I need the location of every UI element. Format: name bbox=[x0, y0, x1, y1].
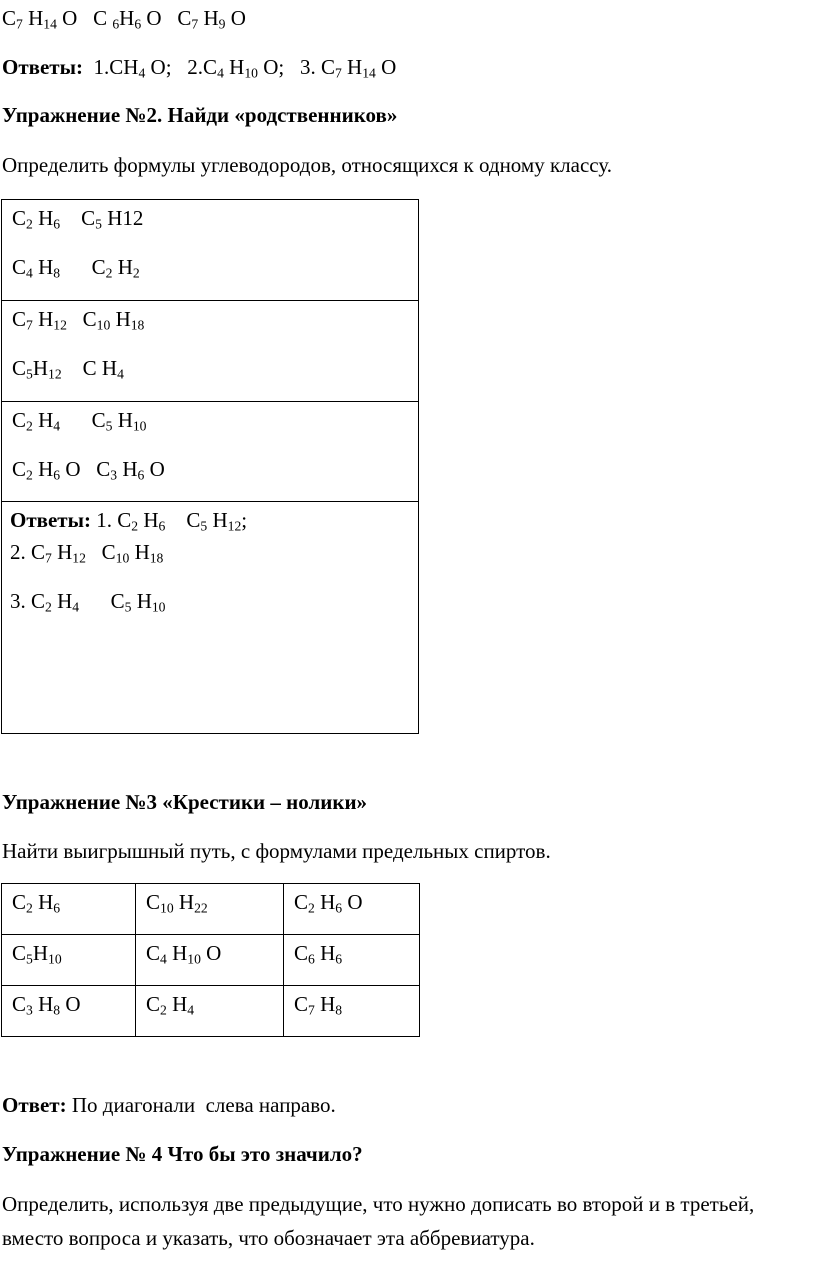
grid-row bbox=[2, 986, 420, 1037]
grid-cell: $C_5H_{10}$ bbox=[2, 935, 136, 986]
group-2-line-1: $C_7$ $H_{12}$ $C_{10}$ $H_{18}$ bbox=[12, 307, 145, 333]
answer-2: 2. $C_7$ $H_{12}$ $C_{10}$ $H_{18}$ bbox=[10, 540, 164, 566]
group-3-line-2: $C_2$ $H_6$ O $C_3$ $H_6$ O bbox=[12, 457, 165, 483]
exercise-3-answer-label: Ответ: bbox=[2, 1093, 67, 1117]
answers-formulas: $1.CH_4$ O; $2.C_4$ $H_{10}$ O; 3. $C_7$ $H_{14}$ O bbox=[83, 55, 397, 81]
group-1-line-2: $C_4$ $H_8$ $C_2$ $H_2$ bbox=[12, 255, 140, 281]
group-box-3 bbox=[1, 401, 419, 502]
exercise-4-heading: Упражнение № 4 Что бы это значило? bbox=[2, 1142, 363, 1166]
grid-cell: $C_6$ $H_6$ bbox=[284, 935, 420, 986]
answers-line bbox=[2, 55, 396, 80]
answer-3: 3. $C_2$ $H_4$ $C_5$ $H_{10}$ bbox=[10, 589, 166, 615]
exercise-2-task: Определить формулы углеводородов, относящихся к одному классу. bbox=[2, 153, 612, 177]
exercise-3-heading: Упражнение №3 «Крестики – нолики» bbox=[2, 790, 368, 814]
answers-box-label: Ответы: bbox=[10, 508, 92, 532]
grid-cell: $C_2$ $H_4$ bbox=[136, 986, 284, 1037]
answer-1: 1. $C_2$ $H_6$ $C_5$ $H_{12}$; bbox=[91, 508, 248, 534]
tic-tac-toe-grid bbox=[1, 883, 420, 1037]
grid-cell: $C_{10}$ $H_{22}$ bbox=[136, 884, 284, 935]
grid-cell: $C_2$ $H_6$ bbox=[2, 884, 136, 935]
grid-row bbox=[2, 935, 420, 986]
answers-label: Ответы: bbox=[2, 55, 84, 79]
grid-cell: $C_4$ $H_{10}$ O bbox=[136, 935, 284, 986]
group-box-2 bbox=[1, 300, 419, 402]
grid-cell: $C_2$ $H_6$ O bbox=[284, 884, 420, 935]
group-2-line-2: $C_5H_{12}$ C $H_4$ bbox=[12, 356, 124, 382]
grid-cell: $C_3$ $H_8$ O bbox=[2, 986, 136, 1037]
exercise-3-answer-text: По диагонали слева направо. bbox=[66, 1093, 336, 1117]
answers-box-line-1 bbox=[10, 508, 247, 533]
group-1-line-1: $C_2$ $H_6$ $C_5$ H12 bbox=[12, 206, 144, 232]
group-box-1 bbox=[1, 199, 419, 301]
exercise-3-answer bbox=[2, 1093, 336, 1118]
exercise-4-task: Определить, используя две предыдущие, что нужно дописать во второй и в третьей, вместо вопроса и указать, что обозначает эта аббревиатура. bbox=[2, 1192, 755, 1250]
grid-cell: $C_7$ $H_8$ bbox=[284, 986, 420, 1037]
exercise-2-heading: Упражнение №2. Найди «родственников» bbox=[2, 103, 398, 127]
exercise-3-task: Найти выигрышный путь, с формулами предельных спиртов. bbox=[2, 839, 551, 863]
group-3-line-1: $C_2$ $H_4$ $C_5$ $H_{10}$ bbox=[12, 408, 147, 434]
answers-box bbox=[1, 501, 419, 734]
grid-row bbox=[2, 884, 420, 935]
formula-line: $C_7$ $H_{14}$ O C $_6H_6$ O $C_7$ $H_9$ O bbox=[2, 6, 246, 32]
